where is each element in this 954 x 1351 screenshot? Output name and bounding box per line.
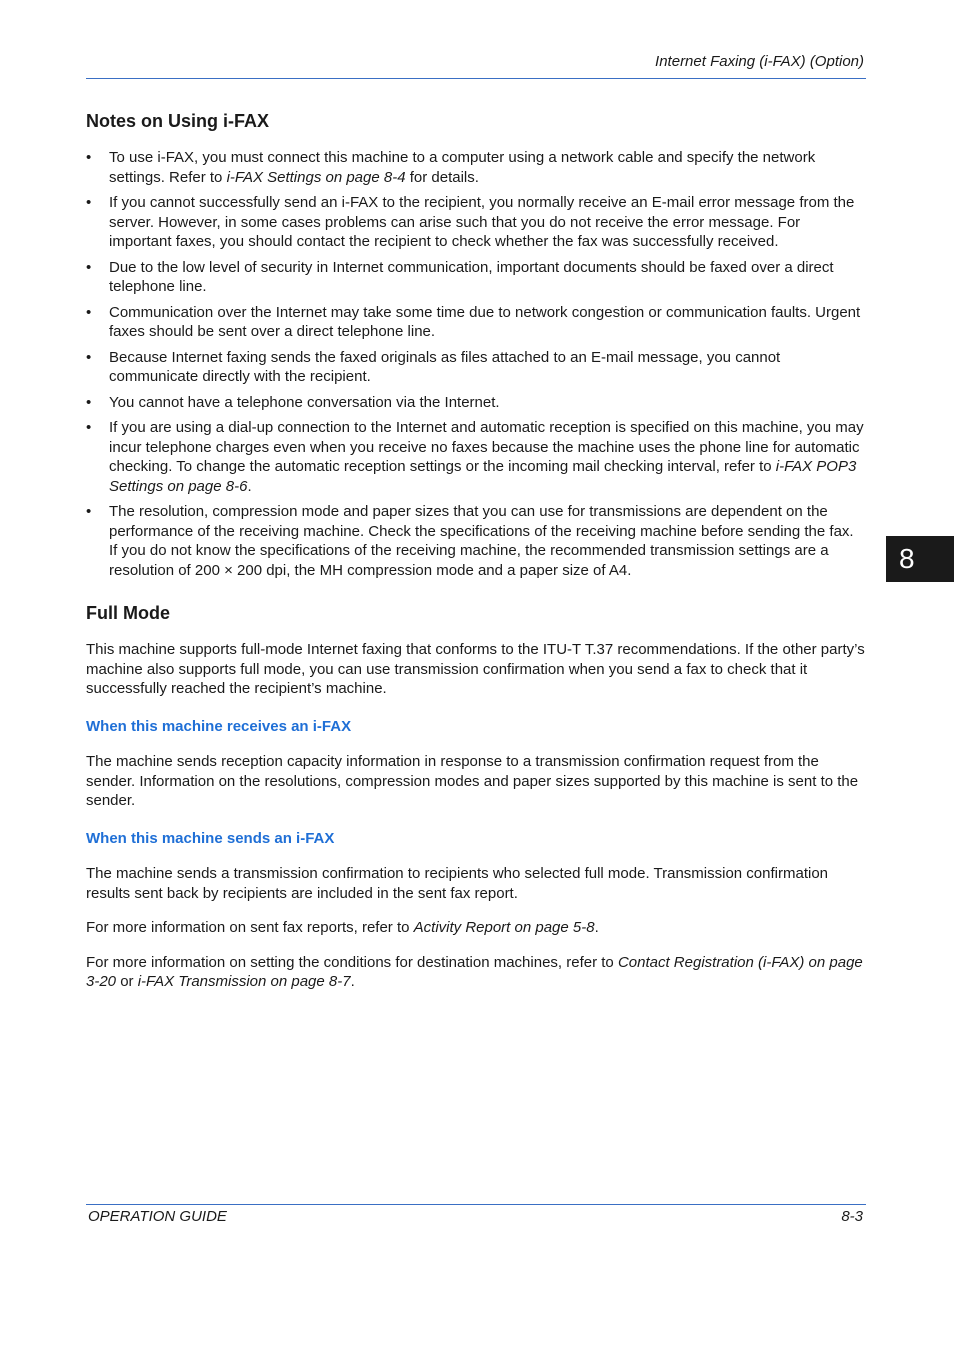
section-title-full-mode: Full Mode (86, 603, 170, 623)
list-item (86, 418, 866, 496)
subsection-title-sends: When this machine sends an i-FAX (86, 829, 335, 847)
bullet: • (86, 258, 92, 276)
paragraph-text: For more information on sent fax reports, refer to (86, 919, 414, 936)
list-item (86, 393, 866, 413)
header-rule (86, 78, 866, 79)
paragraph-sends: The machine sends a transmission confirmation to recipients who selected full mode. Transmission confirmation results sent back by recipients are included in the sent fax report. (86, 865, 829, 902)
running-header: Internet Faxing (i-FAX) (Option) (655, 53, 864, 70)
footer-guide-title: OPERATION GUIDE (88, 1208, 227, 1225)
bullet: • (86, 503, 92, 520)
bullet: • (86, 419, 92, 436)
chapter-tab: 8 (886, 536, 954, 582)
bullet-text: To use i-FAX, you must connect this machine to a computer using a network cable and specify the network settings. Refer to (109, 149, 816, 186)
paragraph-receives: The machine sends reception capacity information in response to a transmission confirmation request from the sender. Information on the resolutions, compression modes and paper sizes supported by this machine is sent to the sender. (86, 753, 859, 809)
bullet-text: If you are using a dial-up connection to the Internet and automatic reception is specified on this machine, you may incur telephone charges even when you receive no faxes because the machine uses the phone line for automatic checking. To change the automatic reception settings or the incoming mail checking interval, refer to (109, 419, 864, 475)
section-title-notes: Notes on Using i-FAX (86, 111, 270, 131)
list-item (86, 258, 866, 297)
cross-reference: Contact Registration (i-FAX) on page 3-20 (86, 953, 863, 990)
page-number: 8-3 (841, 1208, 863, 1225)
list-item (86, 348, 866, 387)
cross-reference: i-FAX Transmission on page 8-7 (137, 973, 351, 990)
paragraph-destination-conditions (86, 953, 866, 992)
page-content (86, 110, 866, 992)
bullet: • (86, 194, 92, 211)
list-item (86, 193, 866, 252)
footer-rule (86, 1204, 866, 1205)
bullet-text: If you cannot successfully send an i-FAX to the recipient, you normally receive an E-mail error message from the server. However, in some cases problems can arise such that you do not receive the error message. For important faxes, you should contact the recipient to check whether the fax was successfully received. (109, 194, 855, 250)
bullet: • (86, 393, 92, 411)
bullet-text: The resolution, compression mode and paper sizes that you can use for transmissions are dependent on the performance of the receiving machine. Check the specifications of the receiving machine before sending the fax. If you do not know the specifications of the receiving machine, the recommended transmission settings are a resolution of 200 × 200 dpi, the MH compression mode and a paper size of A4. (109, 503, 854, 579)
bullet-text: Because Internet faxing sends the faxed originals as files attached to an E-mail message, you cannot communicate directly with the recipient. (109, 348, 781, 385)
bullet-text: . (247, 477, 252, 495)
paragraph-text: For more information on setting the conditions for destination machines, refer to (86, 953, 618, 971)
list-item (86, 148, 866, 187)
bullet: • (86, 348, 92, 366)
paragraph-text: . (594, 919, 599, 936)
page-footer (88, 1208, 863, 1225)
paragraph-full-mode-intro: This machine supports full-mode Internet faxing that conforms to the ITU-T T.37 recommendations. If the other party’s machine also supports full mode, you can use transmission confirmation when you send a fax to check that it successfully reached the recipient’s machine. (86, 641, 865, 697)
subsection-title-receives: When this machine receives an i-FAX (86, 717, 352, 735)
bullet-text: Communication over the Internet may take some time due to network congestion or communication faults. Urgent faxes should be sent over a direct telephone line. (109, 303, 861, 340)
bullet: • (86, 149, 92, 166)
cross-reference: i-FAX POP3 Settings on page 8-6 (109, 458, 857, 495)
notes-list (86, 148, 866, 580)
bullet-text: Due to the low level of security in Internet communication, important documents should be faxed over a direct telephone line. (109, 258, 834, 295)
paragraph-text: . (350, 973, 355, 990)
bullet: • (86, 303, 92, 321)
paragraph-text: or (116, 973, 138, 990)
list-item (86, 303, 866, 342)
paragraph-sent-fax-report (86, 918, 866, 938)
cross-reference: Activity Report on page 5-8 (413, 919, 595, 936)
cross-reference: i-FAX Settings on page 8-4 (226, 168, 406, 186)
bullet-text: for details. (405, 168, 479, 186)
list-item (86, 502, 866, 580)
bullet-text: You cannot have a telephone conversation via the Internet. (109, 393, 500, 411)
